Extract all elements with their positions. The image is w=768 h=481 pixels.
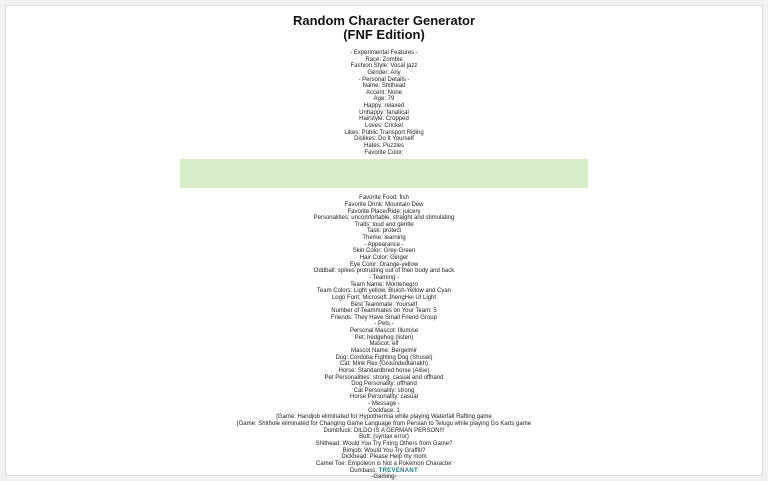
detail-line: Age: 79 [373,96,395,103]
detail-line: - Message - [368,401,400,408]
detail-line: - Appearance - [364,241,404,248]
dumbass-label: Dumbass: [349,467,377,474]
character-details [6,50,762,481]
detail-line: Number of Teammates on Your Team: 5 [331,308,437,315]
page-title [6,14,762,42]
detail-line: Personalities: uncomfortable, straight and stimulating [313,215,455,222]
detail-line: Cockface: 1 [368,407,400,414]
detail-line: Mascot: elf [369,341,399,348]
dumbass-line [6,468,762,475]
generator-page [5,5,763,481]
detail-line: [Game: Shithole eliminated for Changing Game Language from Persian to Telugu while playing Go Karts game [236,421,532,428]
title-main: Random Character Generator [292,13,476,28]
details-bottom [6,195,762,467]
detail-line: Eye Color: Orange-yellow [349,261,419,268]
dumbass-value: TREVENANT [378,467,419,474]
detail-line: Name: Shithead [362,83,406,90]
detail-line: Fashion Style: Vocal jazz [350,63,418,70]
detail-line: Traits: loud and gentle [354,221,414,228]
detail-line: Horse Personality: casual [349,394,419,401]
detail-line: Dog: Cordoba Fighting Dog (Shusei) [335,354,433,361]
detail-line: Hair Color: Ginger [359,255,409,262]
detail-line: Favorite Food: fish [359,195,409,202]
detail-line: Mascot Name: Bergelmir [350,347,418,354]
detail-line: Dislikes: Do It Yourself [354,136,414,143]
detail-line: Theme: learning [362,235,406,242]
detail-line: Personal Mascot: Illumise [349,328,419,335]
detail-line: Horse: Standardbred horse (Alise) [338,367,430,374]
detail-line: Hates: Puzzles [363,142,405,149]
detail-line: Best Teammate: Yourself [350,301,418,308]
detail-line: Cat Personality: strong [353,387,415,394]
detail-line: Oddball: spikes protruding out of their body and back [313,268,455,275]
detail-line: Likes: Public Transport Riding [344,129,424,136]
detail-line: Friends: They Have Small Friend Group [331,314,437,321]
detail-line: Favorite Place/Ride: juicery [347,208,421,215]
detail-line: Camel Toe: Empoleon is Not a Pokemon Character [316,460,452,467]
detail-line: Unhappy: fanatical [359,109,409,116]
detail-line: Pet: hedgehog (listen) [354,334,414,341]
detail-line: Logo Font: Microsoft JhengHei UI Light [331,294,437,301]
detail-line: Favorite Drink: Mountain Dew [344,201,424,208]
detail-line: Butt: (syntax error) [359,434,409,441]
title-subtitle: (FNF Edition) [343,27,425,42]
detail-line: Race: Zombie [365,56,403,63]
details-top [6,50,762,156]
detail-line: Task: protect [366,228,401,235]
favorite-color-swatch [180,159,588,188]
detail-line: Hairstyle: Cropped [359,116,409,123]
detail-line: - Personal Details - [358,76,410,83]
detail-line: [Game: Handjob eliminated for Hypothermia while playing Waterfall Rafting game [276,414,492,421]
detail-line: Happy: relaxed [363,103,405,110]
detail-line: Dumbfuck: DILDO IS A GERMAN PERSON!!! [323,427,445,434]
detail-line: Skin Color: Grey-Green [352,248,416,255]
detail-line: Pet Personalities: strong, casual and offhand [324,374,444,381]
detail-line: - Pets - [374,321,394,328]
detail-line: - Experimental Features - [350,50,418,56]
detail-line: Team Colors: Light yellow, Bluish-Yellow and Cyan [316,288,452,295]
detail-line: Shithead: Would You Try Firing Others from Game? [315,440,453,447]
detail-line: Cat: Mink Rex (Groundedtanakh) [339,361,429,368]
detail-line: Gender: Any [367,69,401,76]
detail-line: Accent: None [365,89,403,96]
detail-line: Bimjob: Would You Try Graffiti? [342,447,426,454]
detail-line: - Teaming - [369,274,399,281]
detail-line: Loves: Cricket [364,123,403,130]
detail-line: Dickhead: Please Help my mom [341,454,427,461]
detail-line: Dog Personality: offhand [351,381,417,388]
detail-line: Favorite Color: [364,149,404,156]
detail-line: Team Name: Montenegro [350,281,418,288]
gaming-heading: -Gaming- [371,474,397,481]
